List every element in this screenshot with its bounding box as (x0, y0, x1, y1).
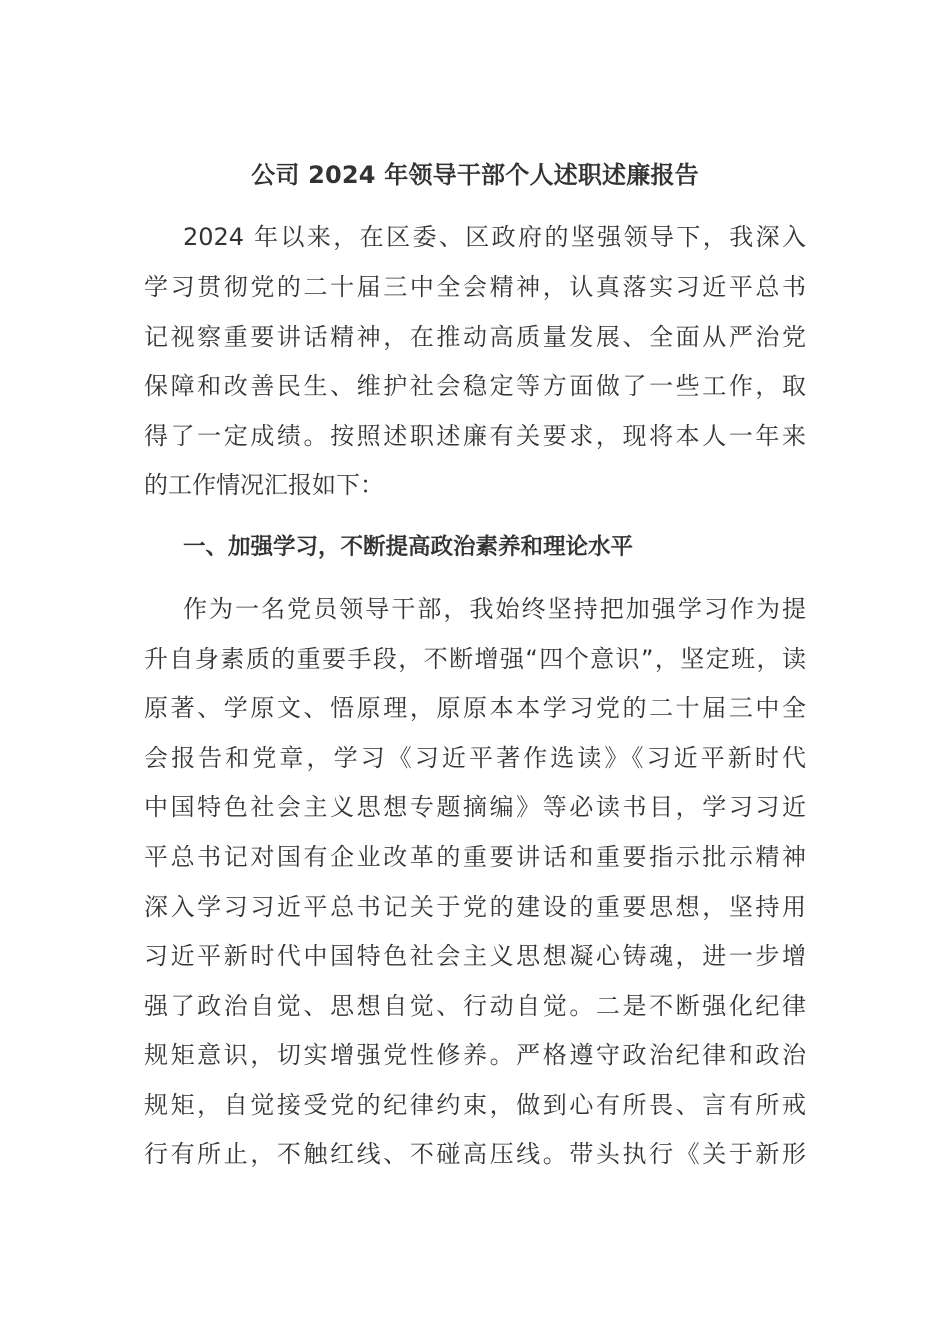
paragraph-line: 习近平新时代中国特色社会主义思想凝心铸魂，进一步增 (144, 942, 806, 970)
document-title: 公司 2024 年领导干部个人述职述廉报告 (251, 161, 699, 189)
paragraph-line: 中国特色社会主义思想专题摘编》等必读书目，学习习近 (144, 793, 806, 821)
paragraph-line: 原著、学原文、悟原理，原原本本学习党的二十届三中全 (144, 694, 806, 722)
section-heading: 一、加强学习，不断提高政治素养和理论水平 (183, 534, 634, 560)
paragraph-line: 强了政治自觉、思想自觉、行动自觉。二是不断强化纪律 (144, 992, 806, 1020)
paragraph-line: 规矩意识，切实增强党性修养。严格遵守政治纪律和政治 (144, 1041, 806, 1069)
paragraph-line: 保障和改善民生、维护社会稳定等方面做了一些工作，取 (144, 372, 806, 400)
paragraph-line: 平总书记对国有企业改革的重要讲话和重要指示批示精神 (144, 843, 806, 871)
paragraph-line: 的工作情况汇报如下： (144, 471, 384, 499)
paragraph-line: 深入学习习近平总书记关于党的建设的重要思想，坚持用 (144, 893, 806, 921)
paragraph-line: 行有所止，不触红线、不碰高压线。带头执行《关于新形 (144, 1140, 806, 1168)
paragraph-line: 升自身素质的重要手段，不断增强“四个意识”，坚定班，读 (144, 645, 806, 673)
paragraph-line: 会报告和党章，学习《习近平著作选读》《习近平新时代 (144, 744, 806, 772)
paragraph-line: 学习贯彻党的二十届三中全会精神，认真落实习近平总书 (144, 273, 806, 301)
paragraph-line: 2024 年以来，在区委、区政府的坚强领导下，我深入 (183, 223, 806, 251)
paragraph-line: 得了一定成绩。按照述职述廉有关要求，现将本人一年来 (144, 422, 806, 450)
paragraph-line: 作为一名党员领导干部，我始终坚持把加强学习作为提 (183, 595, 806, 623)
paragraph-line: 规矩，自觉接受党的纪律约束，做到心有所畏、言有所戒 (144, 1091, 806, 1119)
paragraph-line: 记视察重要讲话精神，在推动高质量发展、全面从严治党 (144, 323, 806, 351)
